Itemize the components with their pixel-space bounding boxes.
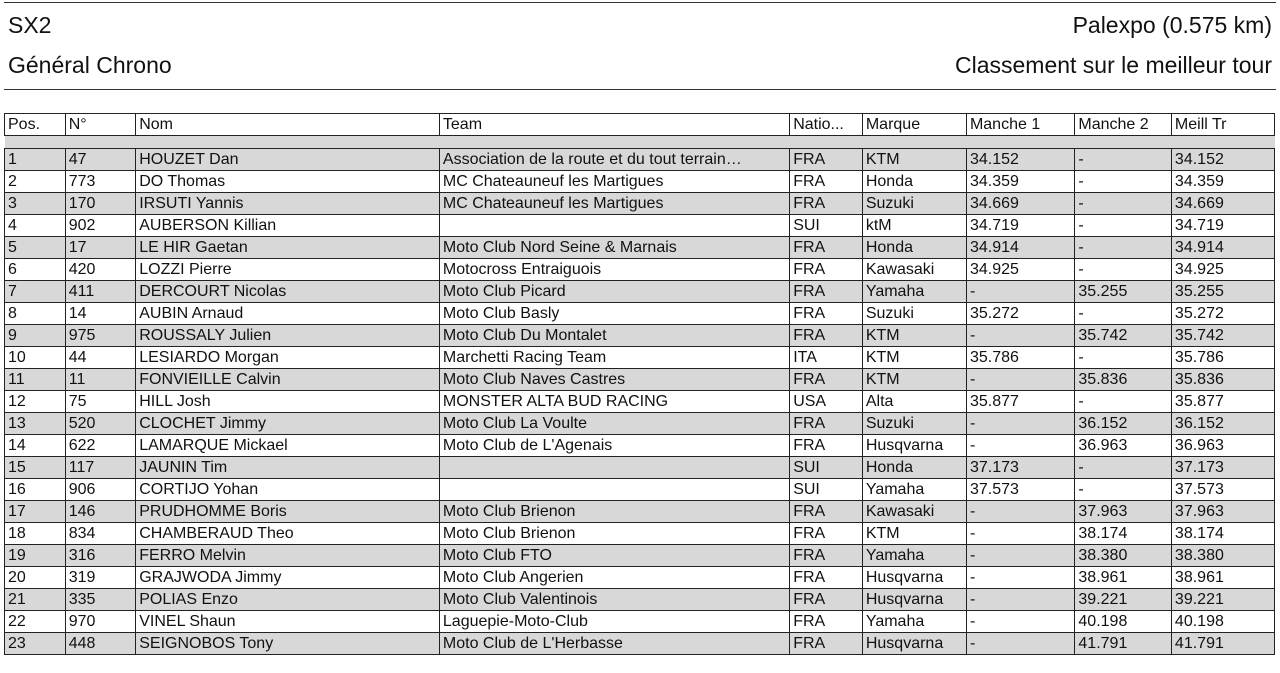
cell-brand: Husqvarna bbox=[862, 435, 966, 457]
header-right bbox=[955, 10, 1272, 80]
cell-team: Association de la route et du tout terrain… bbox=[439, 149, 789, 171]
cell-heat2: - bbox=[1075, 303, 1172, 325]
cell-nationality: FRA bbox=[790, 369, 863, 391]
cell-heat1: 34.152 bbox=[966, 149, 1074, 171]
cell-number: 902 bbox=[65, 215, 135, 237]
cell-brand: KTM bbox=[862, 523, 966, 545]
cell-heat2: 38.174 bbox=[1075, 523, 1172, 545]
cell-brand: Yamaha bbox=[862, 281, 966, 303]
cell-team: Moto Club Angerien bbox=[439, 567, 789, 589]
cell-brand: Husqvarna bbox=[862, 633, 966, 655]
cell-brand: KTM bbox=[862, 369, 966, 391]
report-title: Général Chrono bbox=[8, 52, 172, 78]
cell-pos: 1 bbox=[5, 149, 66, 171]
cell-team: Laguepie-Moto-Club bbox=[439, 611, 789, 633]
cell-pos: 7 bbox=[5, 281, 66, 303]
col-header-nationality[interactable]: Natio... bbox=[790, 114, 863, 136]
cell-heat2: - bbox=[1075, 215, 1172, 237]
cell-number: 14 bbox=[65, 303, 135, 325]
cell-best-lap: 34.914 bbox=[1171, 237, 1274, 259]
cell-heat1: - bbox=[966, 611, 1074, 633]
cell-brand: KTM bbox=[862, 325, 966, 347]
cell-heat2: - bbox=[1075, 237, 1172, 259]
table-row[interactable] bbox=[5, 215, 1275, 237]
cell-nationality: FRA bbox=[790, 237, 863, 259]
cell-heat1: - bbox=[966, 413, 1074, 435]
cell-name: PRUDHOMME Boris bbox=[136, 501, 440, 523]
cell-heat1: 37.573 bbox=[966, 479, 1074, 501]
cell-best-lap: 38.380 bbox=[1171, 545, 1274, 567]
cell-pos: 19 bbox=[5, 545, 66, 567]
cell-pos: 22 bbox=[5, 611, 66, 633]
cell-nationality: SUI bbox=[790, 479, 863, 501]
cell-team: Marchetti Racing Team bbox=[439, 347, 789, 369]
cell-nationality: FRA bbox=[790, 633, 863, 655]
cell-best-lap: 35.786 bbox=[1171, 347, 1274, 369]
cell-name: LESIARDO Morgan bbox=[136, 347, 440, 369]
table-row[interactable] bbox=[5, 611, 1275, 633]
cell-name: LE HIR Gaetan bbox=[136, 237, 440, 259]
cell-brand: Alta bbox=[862, 391, 966, 413]
cell-name: LAMARQUE Mickael bbox=[136, 435, 440, 457]
table-row[interactable] bbox=[5, 457, 1275, 479]
table-row[interactable] bbox=[5, 523, 1275, 545]
cell-pos: 4 bbox=[5, 215, 66, 237]
col-header-heat2[interactable]: Manche 2 bbox=[1075, 114, 1172, 136]
cell-nationality: ITA bbox=[790, 347, 863, 369]
top-rule bbox=[4, 2, 1276, 3]
cell-pos: 11 bbox=[5, 369, 66, 391]
cell-team: Moto Club Brienon bbox=[439, 501, 789, 523]
cell-pos: 13 bbox=[5, 413, 66, 435]
cell-best-lap: 35.836 bbox=[1171, 369, 1274, 391]
cell-best-lap: 36.152 bbox=[1171, 413, 1274, 435]
cell-name: HOUZET Dan bbox=[136, 149, 440, 171]
cell-name: CORTIJO Yohan bbox=[136, 479, 440, 501]
cell-heat2: 36.963 bbox=[1075, 435, 1172, 457]
cell-team: Moto Club de L'Herbasse bbox=[439, 633, 789, 655]
cell-best-lap: 34.152 bbox=[1171, 149, 1274, 171]
cell-pos: 10 bbox=[5, 347, 66, 369]
cell-number: 420 bbox=[65, 259, 135, 281]
col-header-best-lap[interactable]: Meill Tr bbox=[1171, 114, 1274, 136]
cell-number: 622 bbox=[65, 435, 135, 457]
cell-heat1: - bbox=[966, 589, 1074, 611]
cell-heat1: 35.877 bbox=[966, 391, 1074, 413]
cell-heat1: 34.669 bbox=[966, 193, 1074, 215]
cell-team bbox=[439, 215, 789, 237]
cell-team: Moto Club FTO bbox=[439, 545, 789, 567]
table-row[interactable] bbox=[5, 567, 1275, 589]
cell-number: 411 bbox=[65, 281, 135, 303]
cell-heat1: - bbox=[966, 545, 1074, 567]
cell-best-lap: 39.221 bbox=[1171, 589, 1274, 611]
table-row[interactable] bbox=[5, 303, 1275, 325]
header-rule bbox=[4, 89, 1276, 90]
cell-name: ROUSSALY Julien bbox=[136, 325, 440, 347]
cell-nationality: FRA bbox=[790, 413, 863, 435]
cell-nationality: SUI bbox=[790, 215, 863, 237]
cell-name: VINEL Shaun bbox=[136, 611, 440, 633]
cell-brand: Kawasaki bbox=[862, 501, 966, 523]
cell-team: Moto Club Du Montalet bbox=[439, 325, 789, 347]
cell-number: 316 bbox=[65, 545, 135, 567]
cell-best-lap: 35.877 bbox=[1171, 391, 1274, 413]
cell-heat2: - bbox=[1075, 391, 1172, 413]
col-header-name[interactable]: Nom bbox=[136, 114, 440, 136]
cell-heat2: - bbox=[1075, 347, 1172, 369]
cell-name: SEIGNOBOS Tony bbox=[136, 633, 440, 655]
cell-heat2: 40.198 bbox=[1075, 611, 1172, 633]
cell-number: 170 bbox=[65, 193, 135, 215]
cell-number: 146 bbox=[65, 501, 135, 523]
cell-number: 906 bbox=[65, 479, 135, 501]
cell-heat1: 35.786 bbox=[966, 347, 1074, 369]
cell-heat1: - bbox=[966, 281, 1074, 303]
cell-name: AUBIN Arnaud bbox=[136, 303, 440, 325]
table-row[interactable] bbox=[5, 149, 1275, 171]
cell-brand: ktM bbox=[862, 215, 966, 237]
table-row[interactable] bbox=[5, 369, 1275, 391]
cell-brand: Suzuki bbox=[862, 303, 966, 325]
cell-brand: Honda bbox=[862, 457, 966, 479]
col-header-number[interactable]: N° bbox=[65, 114, 135, 136]
cell-nationality: FRA bbox=[790, 149, 863, 171]
cell-pos: 3 bbox=[5, 193, 66, 215]
cell-team: Moto Club Nord Seine & Marnais bbox=[439, 237, 789, 259]
cell-pos: 8 bbox=[5, 303, 66, 325]
cell-brand: Yamaha bbox=[862, 479, 966, 501]
cell-brand: Husqvarna bbox=[862, 567, 966, 589]
cell-team: Moto Club Brienon bbox=[439, 523, 789, 545]
cell-heat2: 39.221 bbox=[1075, 589, 1172, 611]
cell-nationality: FRA bbox=[790, 567, 863, 589]
table-row[interactable] bbox=[5, 391, 1275, 413]
table-row[interactable] bbox=[5, 171, 1275, 193]
cell-brand: KTM bbox=[862, 347, 966, 369]
results-table bbox=[4, 113, 1275, 655]
cell-best-lap: 41.791 bbox=[1171, 633, 1274, 655]
cell-name: DERCOURT Nicolas bbox=[136, 281, 440, 303]
cell-brand: Yamaha bbox=[862, 545, 966, 567]
cell-heat2: - bbox=[1075, 193, 1172, 215]
category-title: SX2 bbox=[8, 12, 52, 38]
cell-brand: Honda bbox=[862, 171, 966, 193]
cell-heat2: - bbox=[1075, 149, 1172, 171]
cell-number: 773 bbox=[65, 171, 135, 193]
cell-team: Motocross Entraiguois bbox=[439, 259, 789, 281]
cell-heat1: 34.719 bbox=[966, 215, 1074, 237]
cell-nationality: FRA bbox=[790, 281, 863, 303]
cell-number: 335 bbox=[65, 589, 135, 611]
cell-number: 834 bbox=[65, 523, 135, 545]
cell-heat2: 41.791 bbox=[1075, 633, 1172, 655]
table-row[interactable] bbox=[5, 347, 1275, 369]
cell-nationality: FRA bbox=[790, 545, 863, 567]
cell-best-lap: 40.198 bbox=[1171, 611, 1274, 633]
cell-heat1: 34.914 bbox=[966, 237, 1074, 259]
cell-team: Moto Club de L'Agenais bbox=[439, 435, 789, 457]
table-row[interactable] bbox=[5, 633, 1275, 655]
cell-pos: 17 bbox=[5, 501, 66, 523]
cell-heat2: 38.380 bbox=[1075, 545, 1172, 567]
cell-pos: 12 bbox=[5, 391, 66, 413]
cell-best-lap: 35.255 bbox=[1171, 281, 1274, 303]
cell-heat1: - bbox=[966, 325, 1074, 347]
cell-name: HILL Josh bbox=[136, 391, 440, 413]
cell-heat2: 37.963 bbox=[1075, 501, 1172, 523]
cell-best-lap: 35.272 bbox=[1171, 303, 1274, 325]
cell-nationality: USA bbox=[790, 391, 863, 413]
cell-team: Moto Club Naves Castres bbox=[439, 369, 789, 391]
cell-name: CHAMBERAUD Theo bbox=[136, 523, 440, 545]
cell-best-lap: 34.925 bbox=[1171, 259, 1274, 281]
cell-name: GRAJWODA Jimmy bbox=[136, 567, 440, 589]
cell-team: MC Chateauneuf les Martigues bbox=[439, 171, 789, 193]
cell-pos: 6 bbox=[5, 259, 66, 281]
cell-brand: Yamaha bbox=[862, 611, 966, 633]
cell-name: AUBERSON Killian bbox=[136, 215, 440, 237]
cell-best-lap: 38.174 bbox=[1171, 523, 1274, 545]
table-row[interactable] bbox=[5, 281, 1275, 303]
cell-nationality: FRA bbox=[790, 259, 863, 281]
cell-heat2: 38.961 bbox=[1075, 567, 1172, 589]
cell-team: Moto Club Valentinois bbox=[439, 589, 789, 611]
cell-brand: Honda bbox=[862, 237, 966, 259]
cell-nationality: FRA bbox=[790, 501, 863, 523]
cell-number: 970 bbox=[65, 611, 135, 633]
cell-best-lap: 37.963 bbox=[1171, 501, 1274, 523]
cell-name: FERRO Melvin bbox=[136, 545, 440, 567]
cell-heat2: - bbox=[1075, 457, 1172, 479]
cell-pos: 18 bbox=[5, 523, 66, 545]
cell-heat2: 35.255 bbox=[1075, 281, 1172, 303]
cell-brand: Husqvarna bbox=[862, 589, 966, 611]
table-row[interactable] bbox=[5, 193, 1275, 215]
cell-nationality: FRA bbox=[790, 171, 863, 193]
cell-team: Moto Club Basly bbox=[439, 303, 789, 325]
cell-name: DO Thomas bbox=[136, 171, 440, 193]
cell-brand: Suzuki bbox=[862, 413, 966, 435]
cell-nationality: FRA bbox=[790, 193, 863, 215]
cell-pos: 5 bbox=[5, 237, 66, 259]
cell-name: FONVIEILLE Calvin bbox=[136, 369, 440, 391]
cell-number: 75 bbox=[65, 391, 135, 413]
cell-heat1: 37.173 bbox=[966, 457, 1074, 479]
cell-best-lap: 37.173 bbox=[1171, 457, 1274, 479]
cell-nationality: FRA bbox=[790, 523, 863, 545]
cell-pos: 15 bbox=[5, 457, 66, 479]
cell-heat1: 34.925 bbox=[966, 259, 1074, 281]
venue-label: Palexpo (0.575 km) bbox=[1072, 12, 1272, 38]
cell-heat2: - bbox=[1075, 479, 1172, 501]
cell-name: IRSUTI Yannis bbox=[136, 193, 440, 215]
cell-name: JAUNIN Tim bbox=[136, 457, 440, 479]
cell-team bbox=[439, 457, 789, 479]
cell-name: POLIAS Enzo bbox=[136, 589, 440, 611]
header-row bbox=[5, 114, 1275, 136]
cell-best-lap: 36.963 bbox=[1171, 435, 1274, 457]
col-header-pos[interactable]: Pos. bbox=[5, 114, 66, 136]
table-row[interactable] bbox=[5, 413, 1275, 435]
cell-heat1: 34.359 bbox=[966, 171, 1074, 193]
table-row[interactable] bbox=[5, 435, 1275, 457]
report-header bbox=[6, 10, 1274, 88]
cell-best-lap: 35.742 bbox=[1171, 325, 1274, 347]
cell-team: Moto Club Picard bbox=[439, 281, 789, 303]
cell-heat1: - bbox=[966, 523, 1074, 545]
cell-name: CLOCHET Jimmy bbox=[136, 413, 440, 435]
cell-nationality: FRA bbox=[790, 611, 863, 633]
cell-number: 11 bbox=[65, 369, 135, 391]
cell-heat2: - bbox=[1075, 259, 1172, 281]
cell-nationality: FRA bbox=[790, 303, 863, 325]
cell-heat2: 36.152 bbox=[1075, 413, 1172, 435]
cell-nationality: SUI bbox=[790, 457, 863, 479]
header-left bbox=[8, 10, 172, 80]
cell-heat1: - bbox=[966, 435, 1074, 457]
cell-heat1: 35.272 bbox=[966, 303, 1074, 325]
cell-team bbox=[439, 479, 789, 501]
cell-heat1: - bbox=[966, 633, 1074, 655]
table-row[interactable] bbox=[5, 479, 1275, 501]
cell-best-lap: 34.669 bbox=[1171, 193, 1274, 215]
spacer-row bbox=[5, 136, 1275, 149]
cell-number: 975 bbox=[65, 325, 135, 347]
cell-pos: 14 bbox=[5, 435, 66, 457]
cell-pos: 20 bbox=[5, 567, 66, 589]
cell-pos: 2 bbox=[5, 171, 66, 193]
cell-pos: 9 bbox=[5, 325, 66, 347]
cell-heat2: 35.742 bbox=[1075, 325, 1172, 347]
col-header-heat1[interactable]: Manche 1 bbox=[966, 114, 1074, 136]
table-row[interactable] bbox=[5, 325, 1275, 347]
cell-brand: KTM bbox=[862, 149, 966, 171]
cell-brand: Kawasaki bbox=[862, 259, 966, 281]
cell-heat2: - bbox=[1075, 171, 1172, 193]
cell-number: 520 bbox=[65, 413, 135, 435]
cell-number: 117 bbox=[65, 457, 135, 479]
cell-brand: Suzuki bbox=[862, 193, 966, 215]
cell-number: 319 bbox=[65, 567, 135, 589]
cell-number: 17 bbox=[65, 237, 135, 259]
cell-heat1: - bbox=[966, 369, 1074, 391]
table-row[interactable] bbox=[5, 501, 1275, 523]
ranking-note: Classement sur le meilleur tour bbox=[954, 52, 1272, 78]
table-row[interactable] bbox=[5, 545, 1275, 567]
cell-pos: 21 bbox=[5, 589, 66, 611]
cell-heat1: - bbox=[966, 501, 1074, 523]
col-header-team[interactable]: Team bbox=[439, 114, 789, 136]
cell-team: MC Chateauneuf les Martigues bbox=[439, 193, 789, 215]
cell-nationality: FRA bbox=[790, 325, 863, 347]
cell-team: Moto Club La Voulte bbox=[439, 413, 789, 435]
cell-heat1: - bbox=[966, 567, 1074, 589]
cell-nationality: FRA bbox=[790, 435, 863, 457]
cell-team: MONSTER ALTA BUD RACING bbox=[439, 391, 789, 413]
cell-best-lap: 34.359 bbox=[1171, 171, 1274, 193]
col-header-brand[interactable]: Marque bbox=[862, 114, 966, 136]
table-row[interactable] bbox=[5, 237, 1275, 259]
cell-heat2: 35.836 bbox=[1075, 369, 1172, 391]
table-row[interactable] bbox=[5, 589, 1275, 611]
cell-number: 448 bbox=[65, 633, 135, 655]
cell-number: 44 bbox=[65, 347, 135, 369]
cell-pos: 16 bbox=[5, 479, 66, 501]
results-body bbox=[5, 136, 1275, 655]
cell-best-lap: 34.719 bbox=[1171, 215, 1274, 237]
table-row[interactable] bbox=[5, 259, 1275, 281]
cell-number: 47 bbox=[65, 149, 135, 171]
cell-best-lap: 38.961 bbox=[1171, 567, 1274, 589]
cell-nationality: FRA bbox=[790, 589, 863, 611]
cell-best-lap: 37.573 bbox=[1171, 479, 1274, 501]
cell-name: LOZZI Pierre bbox=[136, 259, 440, 281]
cell-pos: 23 bbox=[5, 633, 66, 655]
